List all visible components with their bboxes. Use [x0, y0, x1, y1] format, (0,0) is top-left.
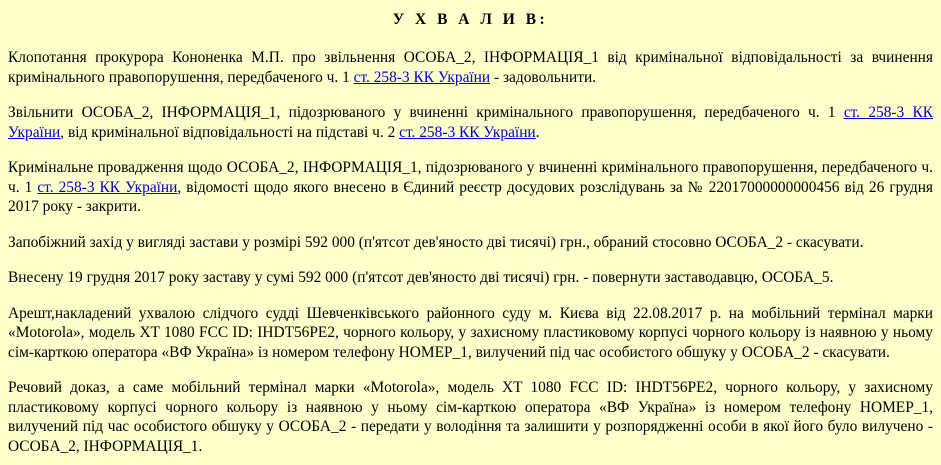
- paragraph-evidence-returned: [8, 378, 933, 456]
- paragraph-text: , від кримінальної відповідальності на підставі ч. 2: [60, 123, 400, 141]
- paragraph-bail-returned: [8, 268, 933, 288]
- paragraph-text: .: [535, 123, 540, 141]
- paragraph-text: Запобіжний захід у вигляді застави у розмірі 592 000 (п'ятсот дев'яносто дві тисячі) грн., обраний стосовно ОСОБА_2 - скасувати.: [8, 233, 864, 251]
- paragraph-text: Внесену 19 грудня 2017 року заставу у сумі 592 000 (п'ятсот дев'яносто дві тисячі) грн. - повернути заставодавцю, ОСОБА_5.: [8, 269, 834, 286]
- paragraph-text: - задовольнити.: [490, 68, 597, 86]
- paragraph-motion-granted: [8, 48, 933, 87]
- paragraph-text: , відомості щодо якого внесено в Єдиний реєстр досудових розслідувань за № 22017000000000456 від 26 грудня 2017 року - закрити.: [8, 178, 934, 215]
- paragraph-text: Арешт,накладений ухвалою слідчого судді Шевченківського районного суду м. Києва від 22.08.2017 р. на мобільний термінал марки «Motorola», модель XT 1080 FCC ID: IHDT56PE2, чорного кольору, у захисному пластиковому корпусі чорного кольору із наявною у ньому сім-карткою оператора «ВФ Україна» із номером телефону НОМЕР_1, вилучений під час особистого обшуку у ОСОБА_2 - скасувати.: [8, 304, 933, 361]
- law-article-link[interactable]: ст. 258-3 КК України: [399, 123, 536, 141]
- paragraph-text: Кримінальне провадження щодо ОСОБА_2, ІНФОРМАЦІЯ_1, підозрюваного у вчиненні кримінального правопорушення, передбаченого ч. ч. 1: [8, 159, 933, 196]
- paragraph-text: Клопотання прокурора Кононенка М.П. про звільнення ОСОБА_2, ІНФОРМАЦІЯ_1 від кримінальної відповідальності за вчинення кримінального правопорушення, передбаченого ч. 1: [8, 49, 933, 86]
- law-article-link[interactable]: ст. 258-3 КК України: [37, 178, 178, 196]
- law-article-link[interactable]: ст. 258-3 КК України: [353, 68, 491, 86]
- paragraph-release-from-liability: [8, 103, 933, 142]
- paragraph-proceedings-closed: [8, 158, 933, 217]
- ruling-heading: У Х В А Л И В:: [392, 11, 549, 28]
- paragraph-text: Звільнити ОСОБА_2, ІНФОРМАЦІЯ_1, підозрюваного у вчиненні кримінального правопорушення, передбаченого ч. 1: [8, 104, 844, 121]
- law-article-link[interactable]: ст. 258-3 КК України: [8, 104, 933, 141]
- paragraph-text: Речовий доказ, а саме мобільний термінал марки «Motorola», модель XT 1080 FCC ID: IHDT56PE2, чорного кольору, у захисному пластиковому корпусі чорного кольору із наявною у ньому сім-карткою оператора «ВФ Україна» із номером телефону НОМЕР_1, вилучений під час особистого обшуку у ОСОБА_2 - передати у володіння та залишити у розпорядженні особи в якої його було вилучено - ОСОБА_2, ІНФОРМАЦІЯ_1.: [8, 379, 933, 455]
- paragraph-preventive-measure-cancelled: [8, 233, 933, 253]
- paragraph-arrest-cancelled: [8, 304, 933, 363]
